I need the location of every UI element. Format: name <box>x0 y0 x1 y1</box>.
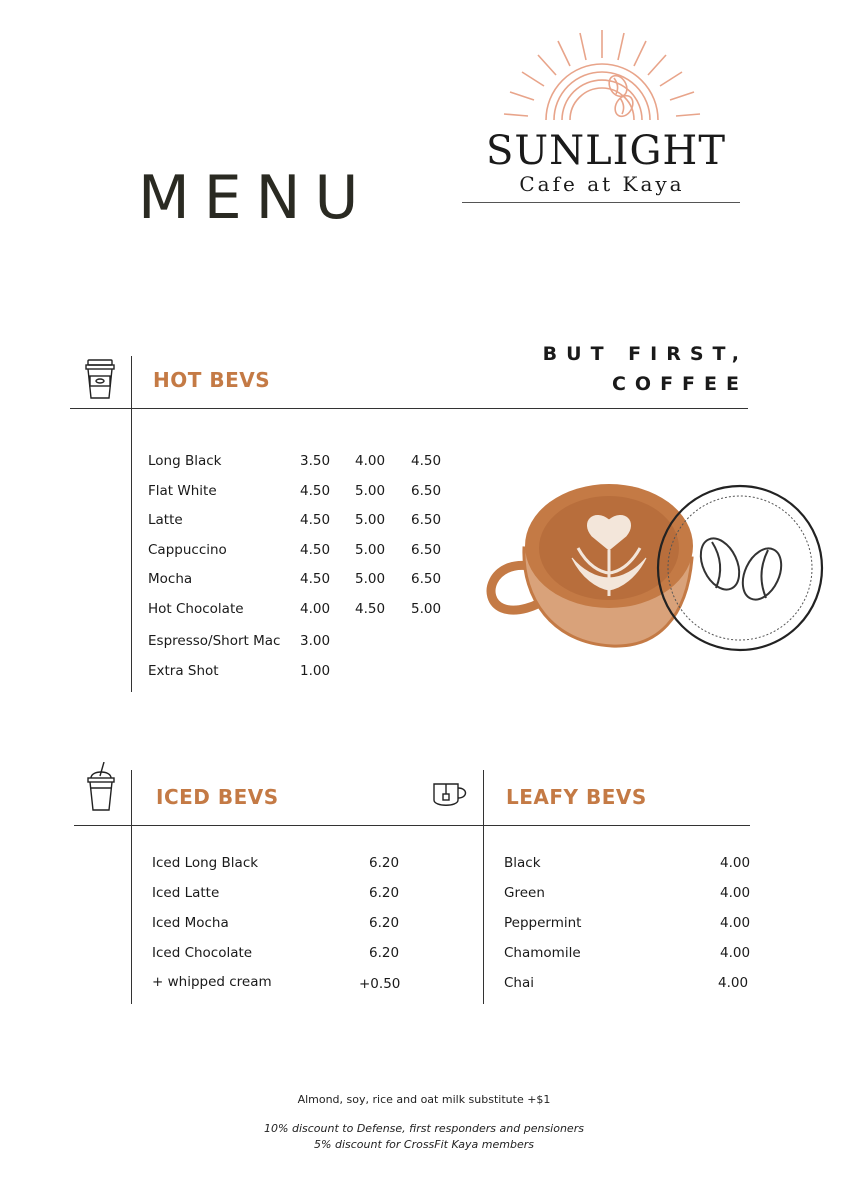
hot-bevs-divider <box>70 408 748 409</box>
price: 3.50 <box>300 453 331 469</box>
coffee-beans-icon <box>693 532 789 605</box>
discount-note-2: 5% discount for CrossFit Kaya members <box>314 1138 534 1151</box>
price: 4.50 <box>355 601 386 617</box>
list-item: Flat White <box>148 483 217 499</box>
list-item: Iced Chocolate <box>152 945 253 961</box>
page-title: MENU <box>138 163 373 233</box>
logo-subtitle: Cafe at Kaya <box>519 172 685 196</box>
price: 4.00 <box>720 945 751 961</box>
list-item: Espresso/Short Mac <box>148 633 281 649</box>
price: 4.00 <box>720 855 751 871</box>
list-item: Cappuccino <box>148 542 227 558</box>
tagline-line-1: BUT FIRST, <box>542 343 748 365</box>
list-item: Chai <box>504 975 535 991</box>
price: 5.00 <box>355 483 386 499</box>
price: 6.50 <box>411 571 442 587</box>
logo-name: SUNLIGHT <box>486 128 726 174</box>
list-item: Iced Long Black <box>152 855 259 871</box>
price: 4.00 <box>718 975 749 991</box>
leafy-bevs-vertical-divider <box>483 770 484 1004</box>
price: 6.50 <box>411 512 442 528</box>
iced-bevs-heading: ICED BEVS <box>156 785 279 809</box>
hot-bevs-vertical-divider <box>131 356 132 692</box>
iced-bevs-vertical-divider <box>131 770 132 1004</box>
leafy-bevs-heading: LEAFY BEVS <box>506 785 647 809</box>
price: 4.00 <box>720 915 751 931</box>
list-item: Long Black <box>148 453 222 469</box>
takeaway-cup-icon <box>84 358 116 400</box>
list-item: Chamomile <box>504 945 581 961</box>
list-item: Green <box>504 885 545 901</box>
price: 1.00 <box>300 663 331 679</box>
price: 5.00 <box>411 601 442 617</box>
price: 6.20 <box>369 945 400 961</box>
price: 5.00 <box>355 542 386 558</box>
price: 4.00 <box>300 601 331 617</box>
price: 6.50 <box>411 542 442 558</box>
milk-substitute-note: Almond, soy, rice and oat milk substitute +$1 <box>297 1093 551 1106</box>
sun-rays-logo <box>490 28 714 128</box>
hot-bevs-heading: HOT BEVS <box>153 368 271 392</box>
discount-note-1: 10% discount to Defense, first responders and pensioners <box>264 1122 584 1135</box>
tea-cup-icon <box>432 780 470 810</box>
price: 6.50 <box>411 483 442 499</box>
list-item: Latte <box>148 512 183 528</box>
price: 4.00 <box>355 453 386 469</box>
list-item: Iced Latte <box>152 885 220 901</box>
list-item: Extra Shot <box>148 663 219 679</box>
tagline-line-2: COFFEE <box>611 373 748 395</box>
list-item: Peppermint <box>504 915 582 931</box>
price: 4.50 <box>300 571 331 587</box>
price: 4.50 <box>411 453 442 469</box>
list-item: Iced Mocha <box>152 915 229 931</box>
price: 4.50 <box>300 483 331 499</box>
lower-divider <box>74 825 750 826</box>
price: 6.20 <box>369 885 400 901</box>
list-item: Mocha <box>148 571 193 587</box>
latte-art-illustration <box>482 478 827 656</box>
price: 5.00 <box>355 571 386 587</box>
price: 6.20 <box>369 855 400 871</box>
list-item: Black <box>504 855 541 871</box>
price: 4.00 <box>720 885 751 901</box>
list-item: + whipped cream <box>152 974 272 990</box>
price: 6.20 <box>369 915 400 931</box>
price: 4.50 <box>300 542 331 558</box>
price: 3.00 <box>300 633 331 649</box>
price: +0.50 <box>359 976 401 992</box>
list-item: Hot Chocolate <box>148 601 244 617</box>
price: 4.50 <box>300 512 331 528</box>
price: 5.00 <box>355 512 386 528</box>
logo-divider <box>462 202 740 203</box>
iced-drink-icon <box>86 762 116 812</box>
